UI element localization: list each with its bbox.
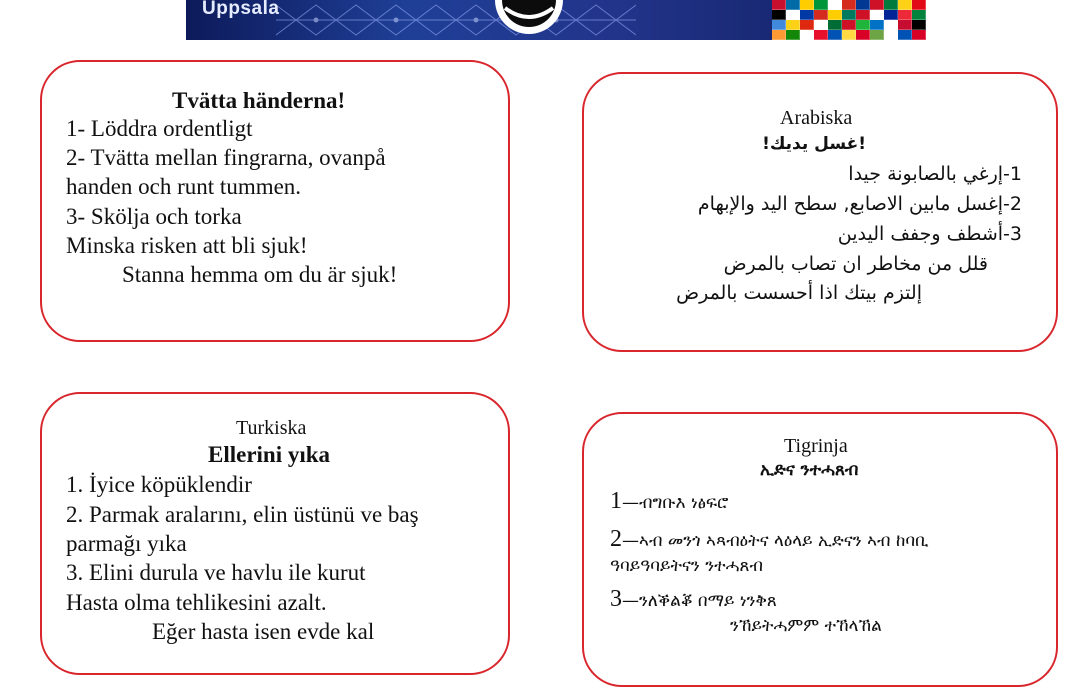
swedish-step: 1- Löddra ordentligt [66, 116, 253, 141]
turkish-step: 2. Parmak aralarını, elin üstünü ve baş [66, 502, 419, 527]
turkish-risk: Hasta olma tehlikesini azalt. [66, 590, 327, 615]
flags-strip [772, 0, 926, 40]
step-number: 3 [610, 586, 622, 612]
decorative-net-graphic [276, 0, 636, 40]
swedish-step: handen och runt tummen. [66, 174, 302, 199]
swedish-step: 3- Skölja och torka [66, 204, 242, 229]
tigrinja-card [582, 412, 1058, 687]
tigrinja-step-1 [610, 486, 728, 518]
arabic-stay-home: إلتزم بيتك اذا أحسست بالمرض [676, 282, 922, 304]
header-banner [186, 0, 926, 40]
swedish-title: Tvätta händerna! [172, 88, 346, 113]
swedish-risk: Minska risken att bli sjuk! [66, 233, 308, 258]
turkish-step: parmağı yıka [66, 531, 187, 556]
turkish-stay-home: Eğer hasta isen evde kal [152, 619, 375, 644]
step-text: —ንለቕልቖ በማይ ነንቅጸ [622, 591, 777, 611]
turkish-title: Ellerini yıka [208, 442, 331, 467]
swedish-card [40, 60, 510, 342]
step-number: 1 [610, 488, 622, 514]
step-text: —ኣብ መንጎ ኣጻብዕትና ላዕላይ ኢድናን ኣብ ከባቢ [622, 531, 929, 551]
turkish-step: 1. İyice köpüklendir [66, 472, 252, 497]
arabic-risk: قلل من مخاطر ان تصاب بالمرض [723, 253, 988, 275]
tigrinja-title: ኢድና ንተሓጸብ [760, 460, 859, 480]
turkish-language-label: Turkiska [236, 417, 307, 439]
brand-name: Uppsala [202, 0, 280, 19]
step-number: 2 [610, 526, 622, 552]
swedish-stay-home: Stanna hemma om du är sjuk! [122, 262, 398, 287]
arabic-step: 1-إرغي بالصابونة جيدا [848, 163, 1022, 185]
logo-emblem-icon [481, 0, 577, 36]
arabic-card [582, 72, 1058, 352]
arabic-language-label: Arabiska [780, 107, 853, 129]
tigrinja-language-label: Tigrinja [784, 435, 848, 457]
tigrinja-stay-home: ንኸይትሓምም ተኸላኸል [730, 616, 882, 636]
arabic-step: 2-إغسل مابين الاصابع, سطح اليد والإبهام [697, 193, 1022, 215]
arabic-title: !غسل يديك! [762, 134, 866, 154]
swedish-step: 2- Tvätta mellan fingrarna, ovanpå [66, 145, 386, 170]
step-text: —ብግቡእ ነፅፍሮ [622, 493, 729, 513]
turkish-card [40, 392, 510, 675]
tigrinja-step-2-continued: ዓባይዓባይትናን ንተሓጸብ [610, 556, 763, 576]
turkish-step: 3. Elini durula ve havlu ile kurut [66, 560, 366, 585]
arabic-step: 3-أشطف وجفف اليدين [837, 223, 1022, 245]
